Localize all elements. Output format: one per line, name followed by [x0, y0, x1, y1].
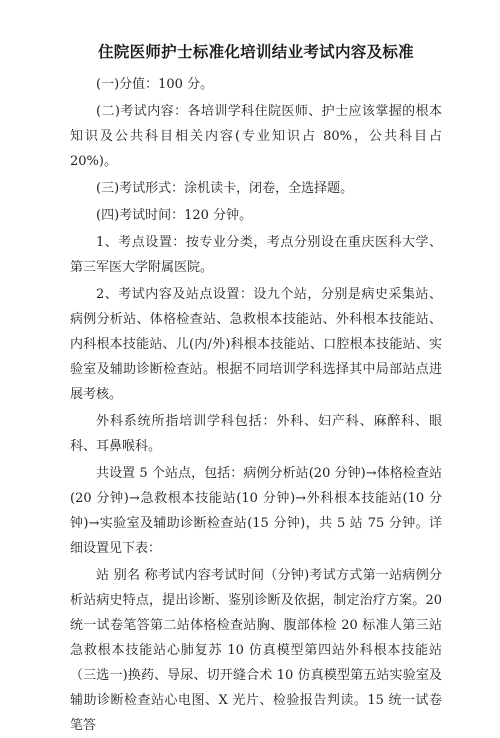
paragraph-exam-time: (四)考试时间：120 分钟。	[96, 208, 253, 223]
paragraph-station-table: 站 别名 称考试内容考试时间（分钟)考试方式第一站病例分析站病史特点，提出诊断、鉴别诊断及依据，制定治疗方案。20 统一试卷笔答第二站体格检查站胸、腹部体检 20 标准人第三站急救根本技能站心肺复苏 10 仿真模型第四站外科根本技能站（三选一)换药、导尿、切开缝合术 10 仿真模型第五站实验室及辅助诊断检查站心电图、X 光片、检验报告判读。15 统一试卷笔答	[70, 568, 442, 733]
page-title: 住院医师护士标准化培训结业考试内容及标准	[97, 42, 414, 61]
paragraph-exam-format: (三)考试形式：涂机读卡，闭卷，全选择题。	[96, 181, 354, 196]
paragraph-score: (一)分值：100 分。	[96, 77, 214, 92]
paragraph-station-sequence: 共设置 5 个站点，包括：病例分析站(20 分钟)→体格检查站(20 分钟)→急救根本技能站(10 分钟)→外科根本技能站(10 分钟)→实验室及辅助诊断检查站(15 分钟)，共 5 站 75 分钟。详细设置见下表：	[70, 466, 442, 556]
paragraph-surgery-subjects: 外科系统所指培训学科包括：外科、妇产科、麻醉科、眼科、耳鼻喉科。	[70, 414, 442, 454]
paragraph-exam-location: 1、考点设置：按专业分类，考点分别设在重庆医科大学、第三军医大学附属医院。	[70, 235, 442, 275]
paragraph-station-setup: 2、考试内容及站点设置：设九个站，分别是病史采集站、病例分析站、体格检查站、急救根本技能站、外科根本技能站、内科根本技能站、儿(内/外)科根本技能站、口腔根本技能站、实验室及辅助诊断检查站。根据不同培训学科选择其中局部站点进展考核。	[70, 287, 442, 402]
paragraph-exam-content: (二)考试内容：各培训学科住院医师、护士应该掌握的根本知识及公共科目相关内容(专业知识占 80%，公共科目占 20%)。	[70, 104, 442, 169]
